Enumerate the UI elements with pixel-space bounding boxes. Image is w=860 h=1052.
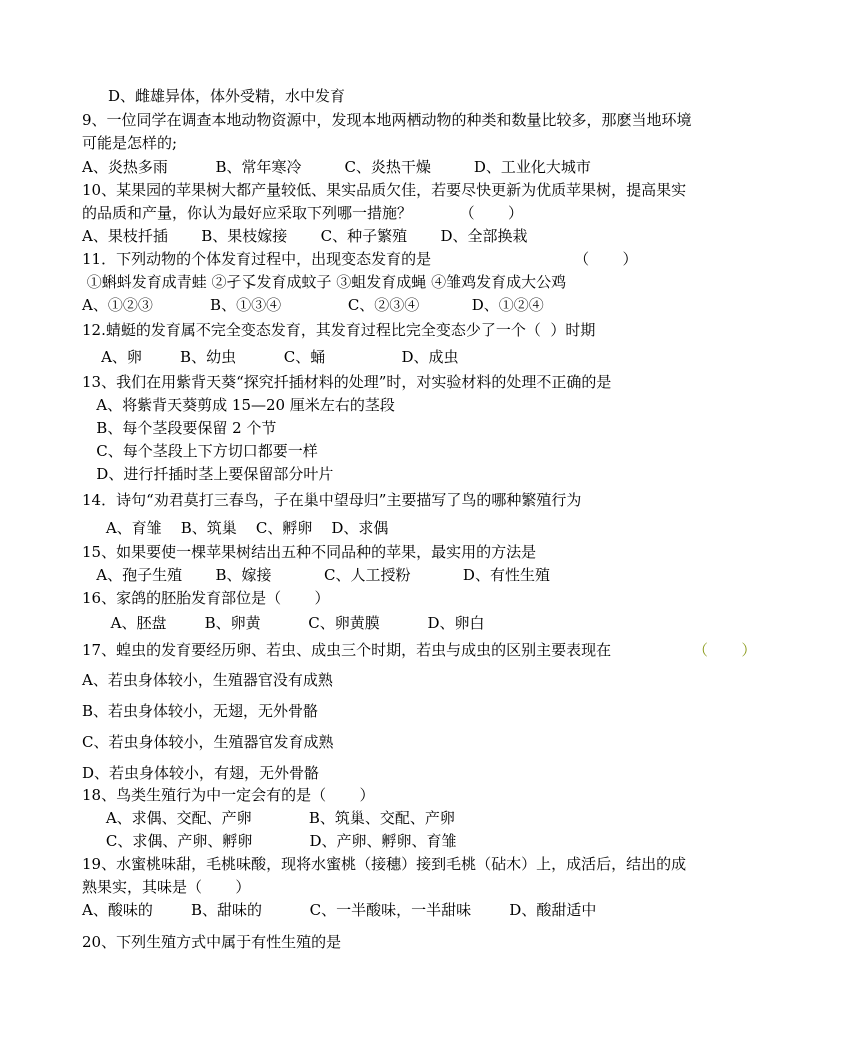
answer-paren: （ ） (693, 641, 757, 659)
question-11: 11．下列动物的个体发育过程中，出现变态发育的是 （ ） (82, 250, 638, 268)
question-12: 12.蜻蜓的发育属不完全变态发育，其发育过程比完全变态少了一个（ ）时期 (82, 321, 596, 339)
options-line: A、若虫身体较小，生殖器官没有成熟 (82, 671, 333, 689)
options-line: A、卵 B、幼虫 C、蛹 D、成虫 (82, 348, 459, 366)
text-line: 的品质和产量，你认为最好应采取下列哪一措施？ （ ） (82, 204, 524, 222)
options-line: A、求偶、交配、产卵 B、筑巢、交配、产卵 (82, 809, 455, 827)
question-15: 15、如果要使一棵苹果树结出五种不同品种的苹果，最实用的方法是 (82, 543, 537, 561)
options-line: A、胚盘 B、卵黄 C、卵黄膜 D、卵白 (82, 614, 485, 632)
text-line: ①蝌蚪发育成青蛙 ②孑孓发育成蚊子 ③蛆发育成蝇 ④雏鸡发育成大公鸡 (82, 273, 567, 291)
question-19: 19、水蜜桃味甜，毛桃味酸，现将水蜜桃（接穗）接到毛桃（砧木）上，成活后，结出的成 (82, 855, 687, 873)
options-line: C、求偶、产卵、孵卵 D、产卵、孵卵、育雏 (82, 832, 457, 850)
question-18: 18、鸟类生殖行为中一定会有的是（ ） (82, 786, 375, 804)
text-line: 熟果实，其味是（ ） (82, 878, 251, 896)
question-20: 20、下列生殖方式中属于有性生殖的是 (82, 933, 342, 951)
options-line: A、将紫背天葵剪成 15—20 厘米左右的茎段 (82, 396, 395, 414)
question-13: 13、我们在用紫背天葵“探究扦插材料的处理”时，对实验材料的处理不正确的是 (82, 373, 612, 391)
text-line: 可能是怎样的; (82, 134, 178, 152)
options-line: B、若虫身体较小，无翅，无外骨骼 (82, 702, 319, 720)
options-line: A、酸味的 B、甜味的 C、一半酸味，一半甜味 D、酸甜适中 (82, 901, 597, 919)
options-line: B、每个茎段要保留 2 个节 (82, 419, 277, 437)
options-line: A、①②③ B、①③④ C、②③④ D、①②④ (82, 296, 544, 314)
question-16: 16、家鸽的胚胎发育部位是（ ） (82, 589, 330, 607)
options-line: A、果枝扦插 B、果枝嫁接 C、种子繁殖 D、全部换栽 (82, 227, 528, 245)
options-line: D、进行扦插时茎上要保留部分叶片 (82, 465, 334, 483)
options-line: A、孢子生殖 B、嫁接 C、人工授粉 D、有性生殖 (82, 566, 550, 584)
options-line: A、炎热多雨 B、常年寒冷 C、炎热干燥 D、工业化大城市 (82, 158, 591, 176)
question-9: 9、一位同学在调查本地动物资源中，发现本地两栖动物的种类和数量比较多，那麽当地环境 (82, 111, 692, 129)
question-10: 10、某果园的苹果树大都产量较低、果实品质欠佳，若要尽快更新为优质苹果树，提高果实 (82, 181, 687, 199)
question-17: 17、蝗虫的发育要经历卵、若虫、成虫三个时期，若虫与成虫的区别主要表现在 (82, 641, 612, 659)
options-line: C、每个茎段上下方切口都要一样 (82, 442, 318, 460)
text-line: D、雌雄异体，体外受精，水中发育 (108, 87, 346, 105)
options-line: D、若虫身体较小，有翅，无外骨骼 (82, 764, 320, 782)
options-line: A、育雏 B、筑巢 C、孵卵 D、求偶 (82, 519, 389, 537)
question-14: 14．诗句“劝君莫打三春鸟，子在巢中望母归”主要描写了鸟的哪种繁殖行为 (82, 491, 582, 509)
options-line: C、若虫身体较小，生殖器官发育成熟 (82, 733, 334, 751)
